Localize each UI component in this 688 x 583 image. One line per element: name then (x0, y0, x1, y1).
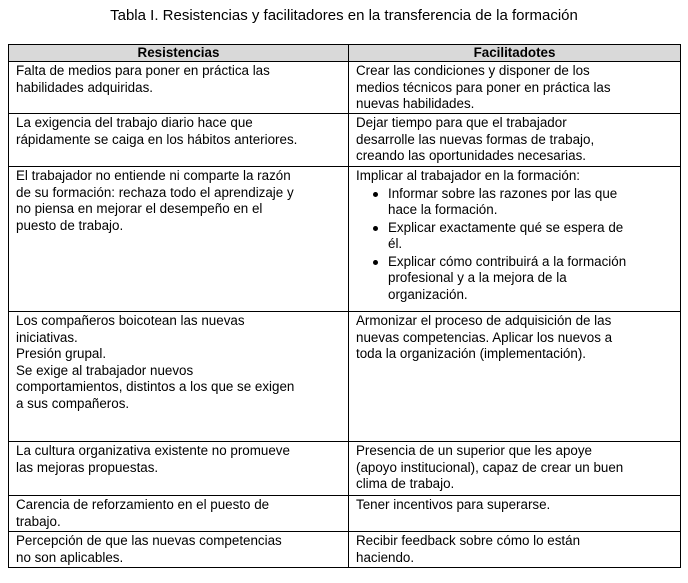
cell-text-line: de su formación: rechaza todo el aprendizaje y (16, 184, 294, 200)
table-header-row (9, 45, 681, 62)
bullet-icon (373, 260, 378, 265)
table-title: Tabla I. Resistencias y facilitadores en la transferencia de la formación (110, 7, 578, 24)
resistencia-cell (9, 312, 349, 442)
cell-text-line: La cultura organizativa existente no promueve (16, 443, 290, 458)
resistencia-cell (9, 167, 349, 312)
cell-text-line: las mejoras propuestas. (16, 459, 159, 475)
cell-text-line: Percepción de que las nuevas competencias (16, 533, 282, 548)
resistencia-cell (9, 62, 349, 114)
resistencia-cell (9, 532, 349, 568)
table-row (9, 312, 681, 442)
cell-text-line: nuevas habilidades. (356, 96, 475, 111)
cell-text-line: iniciativas. (16, 329, 78, 345)
cell-text-line: comportamientos, distintos a los que se exigen (16, 379, 295, 394)
list-item (388, 254, 674, 304)
cell-text-line: puesto de trabajo. (16, 217, 124, 233)
facilitador-cell (349, 496, 681, 532)
cell-text-line: haciendo. (356, 549, 415, 565)
table-row (9, 532, 681, 568)
cell-text-line: no piensa en mejorar el desempeño en el (16, 201, 263, 216)
list-item (388, 220, 674, 253)
cell-text-line: no son aplicables. (16, 549, 124, 565)
cell-text-line: habilidades adquiridas. (16, 79, 153, 95)
facilitador-cell (349, 532, 681, 568)
cell-text-line: trabajo. (16, 513, 61, 529)
cell-text-line: organización. (388, 286, 468, 302)
facilitador-cell (349, 167, 681, 312)
table-row (9, 114, 681, 167)
cell-text-line: creando las oportunidades necesarias. (356, 148, 587, 163)
cell-text-line: Tener incentivos para superarse. (356, 497, 551, 512)
cell-text-line: Informar sobre las razones por las que (388, 185, 618, 201)
cell-text-line: Explicar cómo contribuirá a la formación (388, 253, 627, 269)
cell-text-line: nuevas competencias. Aplicar los nuevos a (356, 329, 613, 345)
header-facilitadores: Facilitadotes (349, 45, 681, 62)
cell-text-line: Falta de medios para poner en práctica las (16, 63, 270, 78)
cell-text-line: Presión grupal. (16, 346, 107, 361)
header-resistencias: Resistencias (9, 45, 349, 62)
cell-text-line: Implicar al trabajador en la formación: (356, 168, 581, 183)
cell-text-line: hace la formación. (388, 202, 498, 217)
cell-text-line: La exigencia del trabajo diario hace que (16, 115, 253, 130)
cell-text-line: clima de trabajo. (356, 476, 455, 491)
cell-text-line: Los compañeros boicotean las nuevas (16, 313, 245, 328)
cell-text-line: Dejar tiempo para que el trabajador (356, 115, 567, 130)
cell-text-line: (apoyo institucional), capaz de crear un buen (356, 459, 624, 475)
resistencia-cell (9, 442, 349, 496)
cell-text-line: medios técnicos para poner en práctica las (356, 79, 611, 95)
resistencia-cell (9, 114, 349, 167)
facilitador-cell (349, 442, 681, 496)
facilitador-cell (349, 114, 681, 167)
bullet-icon (373, 192, 378, 197)
cell-text-line: Armonizar el proceso de adquisición de las (356, 313, 612, 328)
cell-text-line: a sus compañeros. (16, 395, 130, 411)
table-row (9, 442, 681, 496)
cell-text-line: profesional y a la mejora de la (388, 270, 567, 285)
cell-text-line: toda la organización (implementación). (356, 346, 586, 361)
resistencia-cell (9, 496, 349, 532)
bullet-list (356, 186, 674, 304)
cell-text-line: Recibir feedback sobre cómo lo están (356, 533, 581, 548)
cell-text-line: Explicar exactamente qué se espera de (388, 219, 624, 235)
cell-text-line: El trabajador no entiende ni comparte la razón (16, 168, 291, 183)
facilitador-cell (349, 312, 681, 442)
list-item (388, 186, 674, 219)
table-row (9, 167, 681, 312)
cell-text-line: él. (388, 236, 403, 251)
cell-text-line: Carencia de reforzamiento en el puesto de (16, 497, 270, 512)
cell-text-line: Presencia de un superior que les apoye (356, 443, 592, 458)
cell-text-line: Se exige al trabajador nuevos (16, 362, 194, 378)
cell-text-line: desarrolle las nuevas formas de trabajo, (356, 131, 595, 147)
cell-text-line: Crear las condiciones y disponer de los (356, 63, 590, 78)
table-row (9, 496, 681, 532)
table-row (9, 62, 681, 114)
bullet-icon (373, 226, 378, 231)
resistances-facilitators-table (8, 44, 681, 568)
facilitador-cell (349, 62, 681, 114)
cell-text-line: rápidamente se caiga en los hábitos anteriores. (16, 131, 298, 147)
